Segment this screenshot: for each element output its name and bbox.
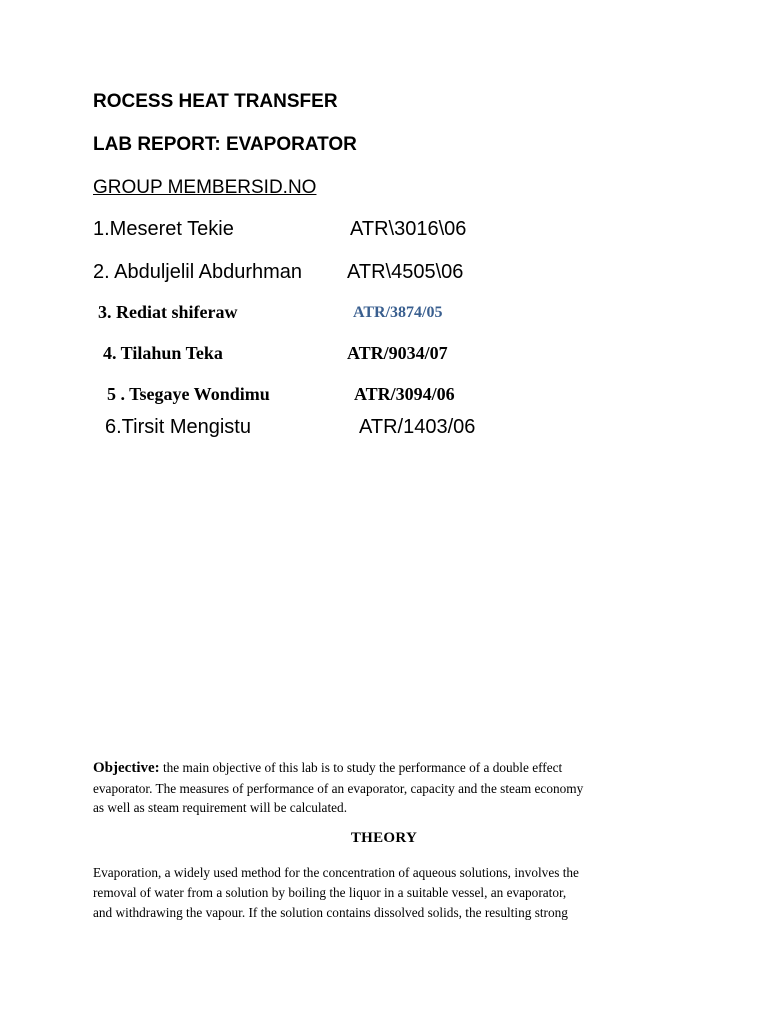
theory-line: and withdrawing the vapour. If the solution contains dissolved solids, the resulting strong — [93, 905, 568, 920]
member-name: 2. Abduljelil Abdurhman — [93, 261, 303, 283]
theory-paragraph — [93, 863, 673, 923]
objective-line: evaporator. The measures of performance of an evaporator, capacity and the steam economy — [93, 780, 584, 796]
objective-line: Objective: the main objective of this lab is to study the performance of a double effect — [93, 760, 563, 776]
member-id: ATR\4505\06 — [347, 261, 464, 283]
member-id: ATR/1403/06 — [359, 416, 476, 438]
member-name: 5 . Tsegaye Wondimu — [107, 384, 270, 404]
member-name: 3. Rediat shiferaw — [98, 302, 238, 322]
theory-line: removal of water from a solution by boiling the liquor in a suitable vessel, an evaporator, — [93, 885, 567, 900]
theory-line: Evaporation, a widely used method for the concentration of aqueous solutions, involves the — [93, 865, 579, 880]
group-heading: GROUP MEMBERSID.NO — [93, 177, 317, 198]
member-name: 4. Tilahun Teka — [103, 343, 223, 363]
member-id: ATR/3094/06 — [354, 384, 455, 404]
member-id: ATR/9034/07 — [347, 343, 448, 363]
objective-paragraph — [93, 758, 673, 818]
member-name: 1.Meseret Tekie — [93, 218, 234, 240]
member-name: 6.Tirsit Mengistu — [105, 416, 251, 438]
member-id: ATR\3016\06 — [350, 218, 467, 240]
course-title: ROCESS HEAT TRANSFER — [93, 91, 338, 112]
report-title: LAB REPORT: EVAPORATOR — [93, 134, 357, 155]
theory-heading: THEORY — [350, 830, 418, 846]
member-id: ATR/3874/05 — [353, 304, 443, 321]
objective-label: Objective: — [93, 760, 160, 776]
objective-line: as well as steam requirement will be calculated. — [93, 800, 348, 815]
